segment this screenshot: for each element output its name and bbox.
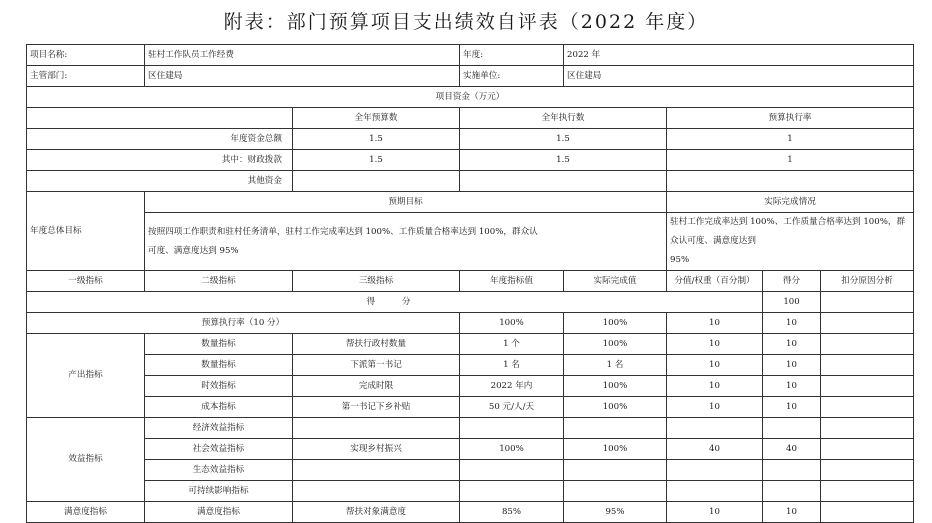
- dept-label: 主管部门:: [27, 66, 145, 87]
- level3-cell: 下派第一书记: [293, 355, 460, 376]
- actual-cell: [564, 460, 667, 481]
- level2-cell: 可持续影响指标: [145, 481, 293, 502]
- level3-cell: 帮扶对象满意度: [293, 502, 460, 523]
- actual-cell: 100%: [564, 334, 667, 355]
- funds-rate-cell: [667, 171, 914, 192]
- funds-header-executed: 全年执行数: [460, 108, 667, 129]
- target-cell: [460, 418, 564, 439]
- target-cell: 50 元/人/天: [460, 397, 564, 418]
- deduction-cell: [821, 418, 914, 439]
- level2-cell: 社会效益指标: [145, 439, 293, 460]
- actual-cell: 1 名: [564, 355, 667, 376]
- exec-rate-target: 100%: [460, 313, 564, 334]
- weight-cell: 10: [667, 355, 763, 376]
- level2-cell: 生态效益指标: [145, 460, 293, 481]
- weight-cell: [667, 481, 763, 502]
- table-row: [27, 355, 914, 376]
- deduction-cell: [821, 481, 914, 502]
- funds-header-budget: 全年预算数: [293, 108, 460, 129]
- goal-actual-header: 实际完成情况: [667, 192, 914, 213]
- actual-cell: [564, 481, 667, 502]
- year-label: 年度:: [460, 45, 564, 66]
- exec-rate-deduction: [821, 313, 914, 334]
- level2-cell: 时效指标: [145, 376, 293, 397]
- funds-row-label: 其中：财政拨款: [27, 150, 293, 171]
- actual-cell: [564, 418, 667, 439]
- deduction-cell: [821, 502, 914, 523]
- deduction-cell: [821, 355, 914, 376]
- weight-cell: 10: [667, 397, 763, 418]
- benefit-group-label: 效益指标: [27, 418, 145, 502]
- target-cell: 1 名: [460, 355, 564, 376]
- satisfaction-group-label: 满意度指标: [27, 502, 145, 523]
- score-cell: [763, 481, 821, 502]
- score-cell: [763, 460, 821, 481]
- output-group-label: 产出指标: [27, 334, 145, 418]
- funds-row-total: [27, 129, 914, 150]
- header-score: 得分: [763, 271, 821, 292]
- weight-cell: 10: [667, 502, 763, 523]
- level3-cell: 帮扶行政村数量: [293, 334, 460, 355]
- actual-cell: 100%: [564, 376, 667, 397]
- score-cell: 10: [763, 376, 821, 397]
- table-row: [27, 481, 914, 502]
- total-score: 100: [763, 292, 821, 313]
- weight-cell: 10: [667, 376, 763, 397]
- weight-cell: 40: [667, 439, 763, 460]
- goal-label: 年度总体目标: [27, 192, 145, 271]
- deduction-cell: [821, 376, 914, 397]
- project-name-value: 驻村工作队员工作经费: [145, 45, 460, 66]
- self-evaluation-table: [26, 44, 914, 523]
- funds-row-other: [27, 171, 914, 192]
- header-level2: 二级指标: [145, 271, 293, 292]
- level2-cell: 数量指标: [145, 334, 293, 355]
- level3-cell: [293, 460, 460, 481]
- score-cell: [763, 418, 821, 439]
- score-cell: 10: [763, 502, 821, 523]
- level2-cell: 成本指标: [145, 397, 293, 418]
- score-cell: 10: [763, 397, 821, 418]
- table-row: [27, 460, 914, 481]
- funds-header-blank: [27, 108, 293, 129]
- dept-value: 区住建局: [145, 66, 460, 87]
- weight-cell: 10: [667, 334, 763, 355]
- level3-cell: [293, 418, 460, 439]
- table-row: [27, 397, 914, 418]
- score-row: [27, 292, 914, 313]
- goal-expected-text: [145, 213, 667, 271]
- year-value: 2022 年: [564, 45, 914, 66]
- funds-budget-cell: 1.5: [293, 150, 460, 171]
- actual-cell: 95%: [564, 502, 667, 523]
- funds-row-fiscal: [27, 150, 914, 171]
- deduction-cell: [821, 334, 914, 355]
- table-row: [27, 439, 914, 460]
- actual-cell: 100%: [564, 439, 667, 460]
- target-cell: 85%: [460, 502, 564, 523]
- header-actual: 实际完成值: [564, 271, 667, 292]
- page-title: 附表：部门预算项目支出绩效自评表（2022 年度）: [223, 11, 709, 33]
- header-target: 年度指标值: [460, 271, 564, 292]
- info-row-project: [27, 45, 914, 66]
- score-cell: 10: [763, 355, 821, 376]
- header-deduction: 扣分原因分析: [821, 271, 914, 292]
- table-row: [27, 502, 914, 523]
- funds-title-row: [27, 87, 914, 108]
- level3-cell: 完成时限: [293, 376, 460, 397]
- target-cell: [460, 481, 564, 502]
- funds-executed-cell: [460, 171, 667, 192]
- funds-header-row: [27, 108, 914, 129]
- funds-rate-cell: 1: [667, 150, 914, 171]
- target-cell: 1 个: [460, 334, 564, 355]
- level2-cell: 满意度指标: [145, 502, 293, 523]
- info-row-dept: [27, 66, 914, 87]
- weight-cell: [667, 460, 763, 481]
- table-row: [27, 334, 914, 355]
- level2-cell: 数量指标: [145, 355, 293, 376]
- score-deduction-cell: [821, 292, 914, 313]
- unit-label: 实施单位:: [460, 66, 564, 87]
- header-weight: 分值/权重（百分制）: [667, 271, 763, 292]
- score-cell: 40: [763, 439, 821, 460]
- table-row: [27, 418, 914, 439]
- funds-section-title: 项目资金（万元）: [27, 87, 914, 108]
- goal-actual-text: [667, 213, 914, 271]
- funds-budget-cell: [293, 171, 460, 192]
- header-level3: 三级指标: [293, 271, 460, 292]
- table-row: [27, 376, 914, 397]
- exec-rate-score: 10: [763, 313, 821, 334]
- project-name-label: 项目名称:: [27, 45, 145, 66]
- unit-value: 区住建局: [564, 66, 914, 87]
- funds-budget-cell: 1.5: [293, 129, 460, 150]
- funds-row-label: 年度资金总额: [27, 129, 293, 150]
- header-level1: 一级指标: [27, 271, 145, 292]
- target-cell: [460, 460, 564, 481]
- exec-rate-label: 预算执行率（10 分）: [27, 313, 460, 334]
- score-label: 得 分: [27, 292, 763, 313]
- actual-cell: 100%: [564, 397, 667, 418]
- goal-actual-line-1: 驻村工作完成率达到 100%、工作质量合格率达到 100%，群众认可度、满意度达到: [670, 217, 906, 246]
- funds-executed-cell: 1.5: [460, 129, 667, 150]
- exec-rate-row: [27, 313, 914, 334]
- exec-rate-weight: 10: [667, 313, 763, 334]
- level3-cell: [293, 481, 460, 502]
- level3-cell: 第一书记下乡补贴: [293, 397, 460, 418]
- funds-row-label: 其他资金: [27, 171, 293, 192]
- funds-rate-cell: 1: [667, 129, 914, 150]
- goal-header-row: [27, 192, 914, 213]
- target-cell: 2022 年内: [460, 376, 564, 397]
- goal-actual-line-2: 95%: [670, 255, 690, 265]
- deduction-cell: [821, 460, 914, 481]
- goal-expected-header: 预期目标: [145, 192, 667, 213]
- funds-header-rate: 预算执行率: [667, 108, 914, 129]
- weight-cell: [667, 418, 763, 439]
- indicator-header-row: [27, 271, 914, 292]
- exec-rate-actual: 100%: [564, 313, 667, 334]
- goal-expected-line-1: 按照四项工作职责和驻村任务清单，驻村工作完成率达到 100%、工作质量合格率达到 100%，群众认: [148, 226, 538, 237]
- target-cell: 100%: [460, 439, 564, 460]
- level2-cell: 经济效益指标: [145, 418, 293, 439]
- funds-executed-cell: 1.5: [460, 150, 667, 171]
- score-cell: 10: [763, 334, 821, 355]
- level3-cell: 实现乡村振兴: [293, 439, 460, 460]
- goal-expected-line-2: 可度、满意度达到 95%: [148, 245, 239, 256]
- deduction-cell: [821, 439, 914, 460]
- goal-content-row: [27, 213, 914, 271]
- deduction-cell: [821, 397, 914, 418]
